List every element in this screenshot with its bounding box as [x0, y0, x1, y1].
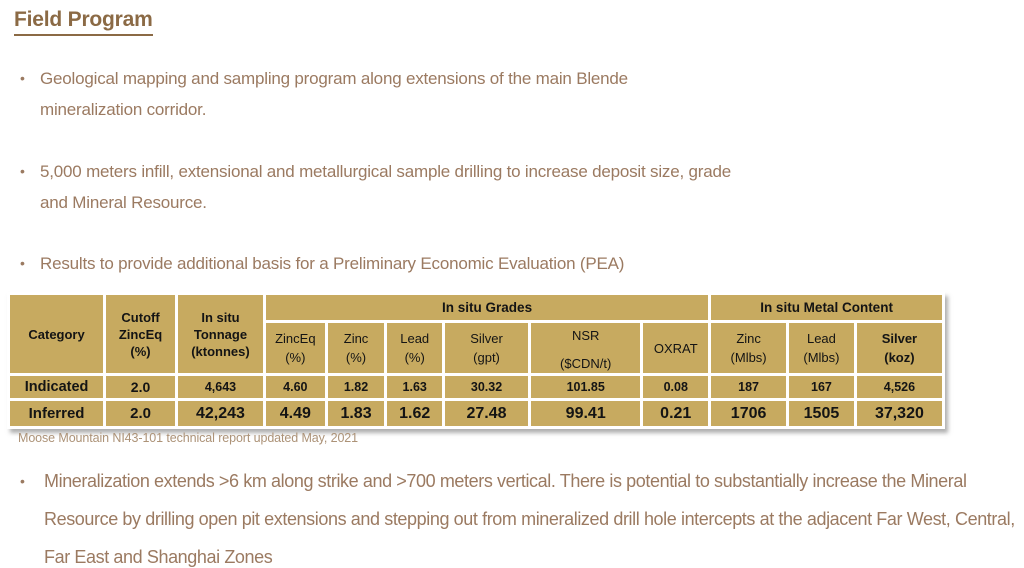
table-row-indicated — [10, 376, 942, 398]
bullet-icon: • — [20, 163, 25, 179]
col-header-zinceq-pct: ZincEq (%) — [266, 323, 325, 373]
col-header-oxrat: OXRAT — [643, 323, 708, 373]
table-cell: 27.48 — [445, 401, 528, 426]
table-cell: 4,643 — [178, 376, 263, 398]
table-cell: 2.0 — [106, 401, 175, 426]
bullet-item-1 — [20, 63, 658, 125]
table-cell: 2.0 — [106, 376, 175, 398]
group-header-insitu-grades: In situ Grades — [266, 295, 708, 320]
resource-table — [7, 292, 945, 429]
table-cell: 1.82 — [328, 376, 385, 398]
bullet-icon: • — [20, 70, 25, 86]
col-header-nsr: NSR ($CDN/t) — [531, 323, 640, 373]
group-header-insitu-metal-content: In situ Metal Content — [711, 295, 942, 320]
cell-category: Inferred — [10, 401, 103, 426]
bullet-item-3 — [20, 248, 820, 279]
bullet-text-4: Mineralization extends >6 km along strike and >700 meters vertical. There is potential to substantially increase the Mineral Resource by drilling open pit extensions and stepping out from mineralized drill hole intercepts at the adjacent Far West, Central, Far East and Shanghai Zones — [44, 471, 1015, 567]
table-cell: 37,320 — [857, 401, 942, 426]
cell-category: Indicated — [10, 376, 103, 398]
col-header-zinc-mlbs: Zinc (Mlbs) — [711, 323, 786, 373]
bullet-text-2: 5,000 meters infill, extensional and metallurgical sample drilling to increase deposit size, grade and Mineral Resource. — [40, 162, 731, 212]
table-cell: 1.62 — [387, 401, 442, 426]
table-cell: 101.85 — [531, 376, 640, 398]
table-cell: 30.32 — [445, 376, 528, 398]
col-header-silver-gpt: Silver (gpt) — [445, 323, 528, 373]
table-cell: 4.49 — [266, 401, 325, 426]
bullet-icon: • — [20, 473, 25, 489]
bullet-text-1: Geological mapping and sampling program along extensions of the main Blende mineralization corridor. — [40, 69, 628, 119]
table-cell: 1505 — [789, 401, 854, 426]
table-cell: 0.08 — [643, 376, 708, 398]
col-header-lead-mlbs: Lead (Mlbs) — [789, 323, 854, 373]
slide-title: Field Program — [14, 8, 153, 36]
col-header-lead-pct: Lead (%) — [387, 323, 442, 373]
table-cell: 167 — [789, 376, 854, 398]
table-cell: 0.21 — [643, 401, 708, 426]
resource-table-container — [7, 292, 945, 429]
table-footnote: Moose Mountain NI43-101 technical report updated May, 2021 — [18, 431, 359, 445]
table-cell: 1.63 — [387, 376, 442, 398]
bullet-icon: • — [20, 255, 25, 271]
col-header-zinc-pct: Zinc (%) — [328, 323, 385, 373]
table-cell: 187 — [711, 376, 786, 398]
bullet-item-2 — [20, 156, 742, 218]
table-cell: 42,243 — [178, 401, 263, 426]
table-cell: 1.83 — [328, 401, 385, 426]
header-category: Category — [10, 295, 103, 373]
table-cell: 1706 — [711, 401, 786, 426]
table-cell: 4.60 — [266, 376, 325, 398]
header-cutoff-zinceq: Cutoff ZincEq (%) — [106, 295, 175, 373]
table-cell: 4,526 — [857, 376, 942, 398]
header-insitu-tonnage: In situ Tonnage (ktonnes) — [178, 295, 263, 373]
bullet-item-4 — [20, 462, 1019, 568]
bullet-text-3: Results to provide additional basis for a Preliminary Economic Evaluation (PEA) — [40, 254, 625, 273]
table-row-inferred — [10, 401, 942, 426]
col-header-silver-koz: Silver (koz) — [857, 323, 942, 373]
table-cell: 99.41 — [531, 401, 640, 426]
